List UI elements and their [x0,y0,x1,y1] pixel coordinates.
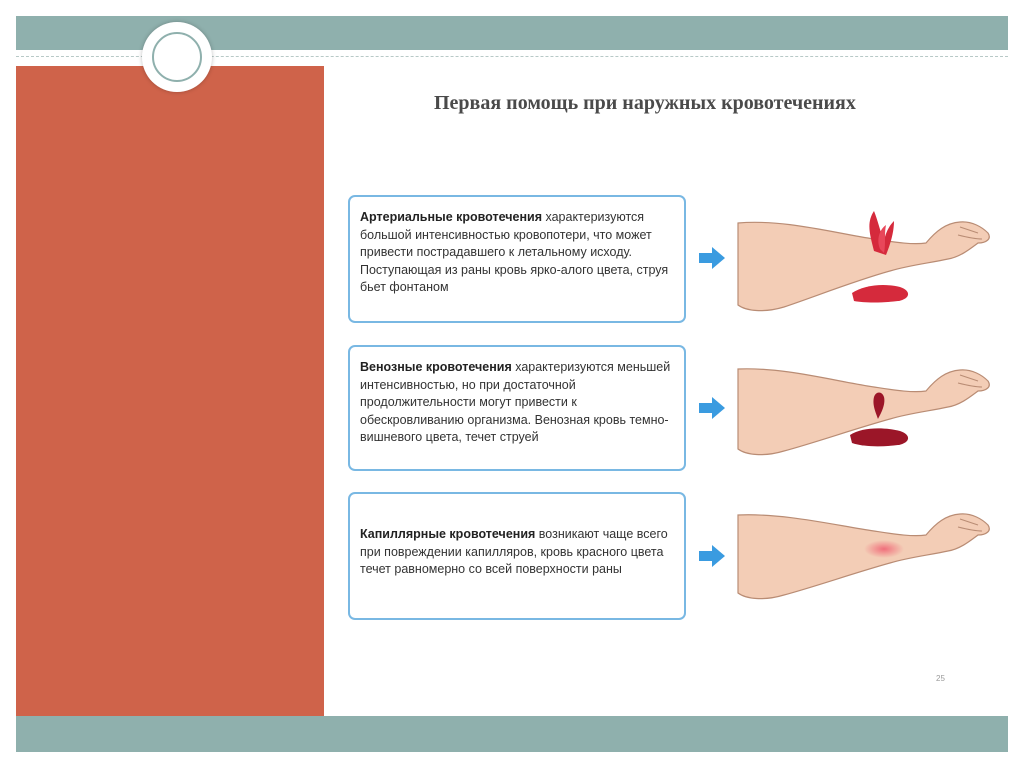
medallion-ornament [142,22,212,92]
card-heading: Артериальные кровотечения [360,210,542,224]
bottom-band [16,716,1008,752]
card-venous-bleeding [348,345,686,471]
arm-illustration-arterial [734,205,994,315]
right-arrow-icon [698,396,726,420]
slide-title: Первая помощь при наружных кровотечениях [434,92,856,114]
right-arrow-icon [698,544,726,568]
card-heading: Венозные кровотечения [360,360,512,374]
medallion-ring [152,32,202,82]
card-capillary-bleeding [348,492,686,620]
card-arterial-bleeding [348,195,686,323]
card-heading: Капиллярные кровотечения [360,527,536,541]
left-decorative-panel [16,66,324,716]
arm-illustration-venous [734,355,994,465]
arm-illustration-capillary [734,505,994,615]
page-number: 25 [936,674,945,683]
card-text: характеризуются меньшей интенсивностью, но при достаточной продолжительности могут привести к обескровливанию организма. Венозная кровь темно-вишневого цвета, течет струей [360,360,671,444]
card-text: характеризуются большой интенсивностью кровопотери, что может привести пострадавшего к летальному исходу. Поступающая из раны кровь ярко-алого цвета, струя бьет фонтаном [360,210,669,294]
right-arrow-icon [698,246,726,270]
card-text: возникают чаще всего при повреждении капилляров, кровь красного цвета течет равномерно со всей поверхности раны [360,527,668,576]
